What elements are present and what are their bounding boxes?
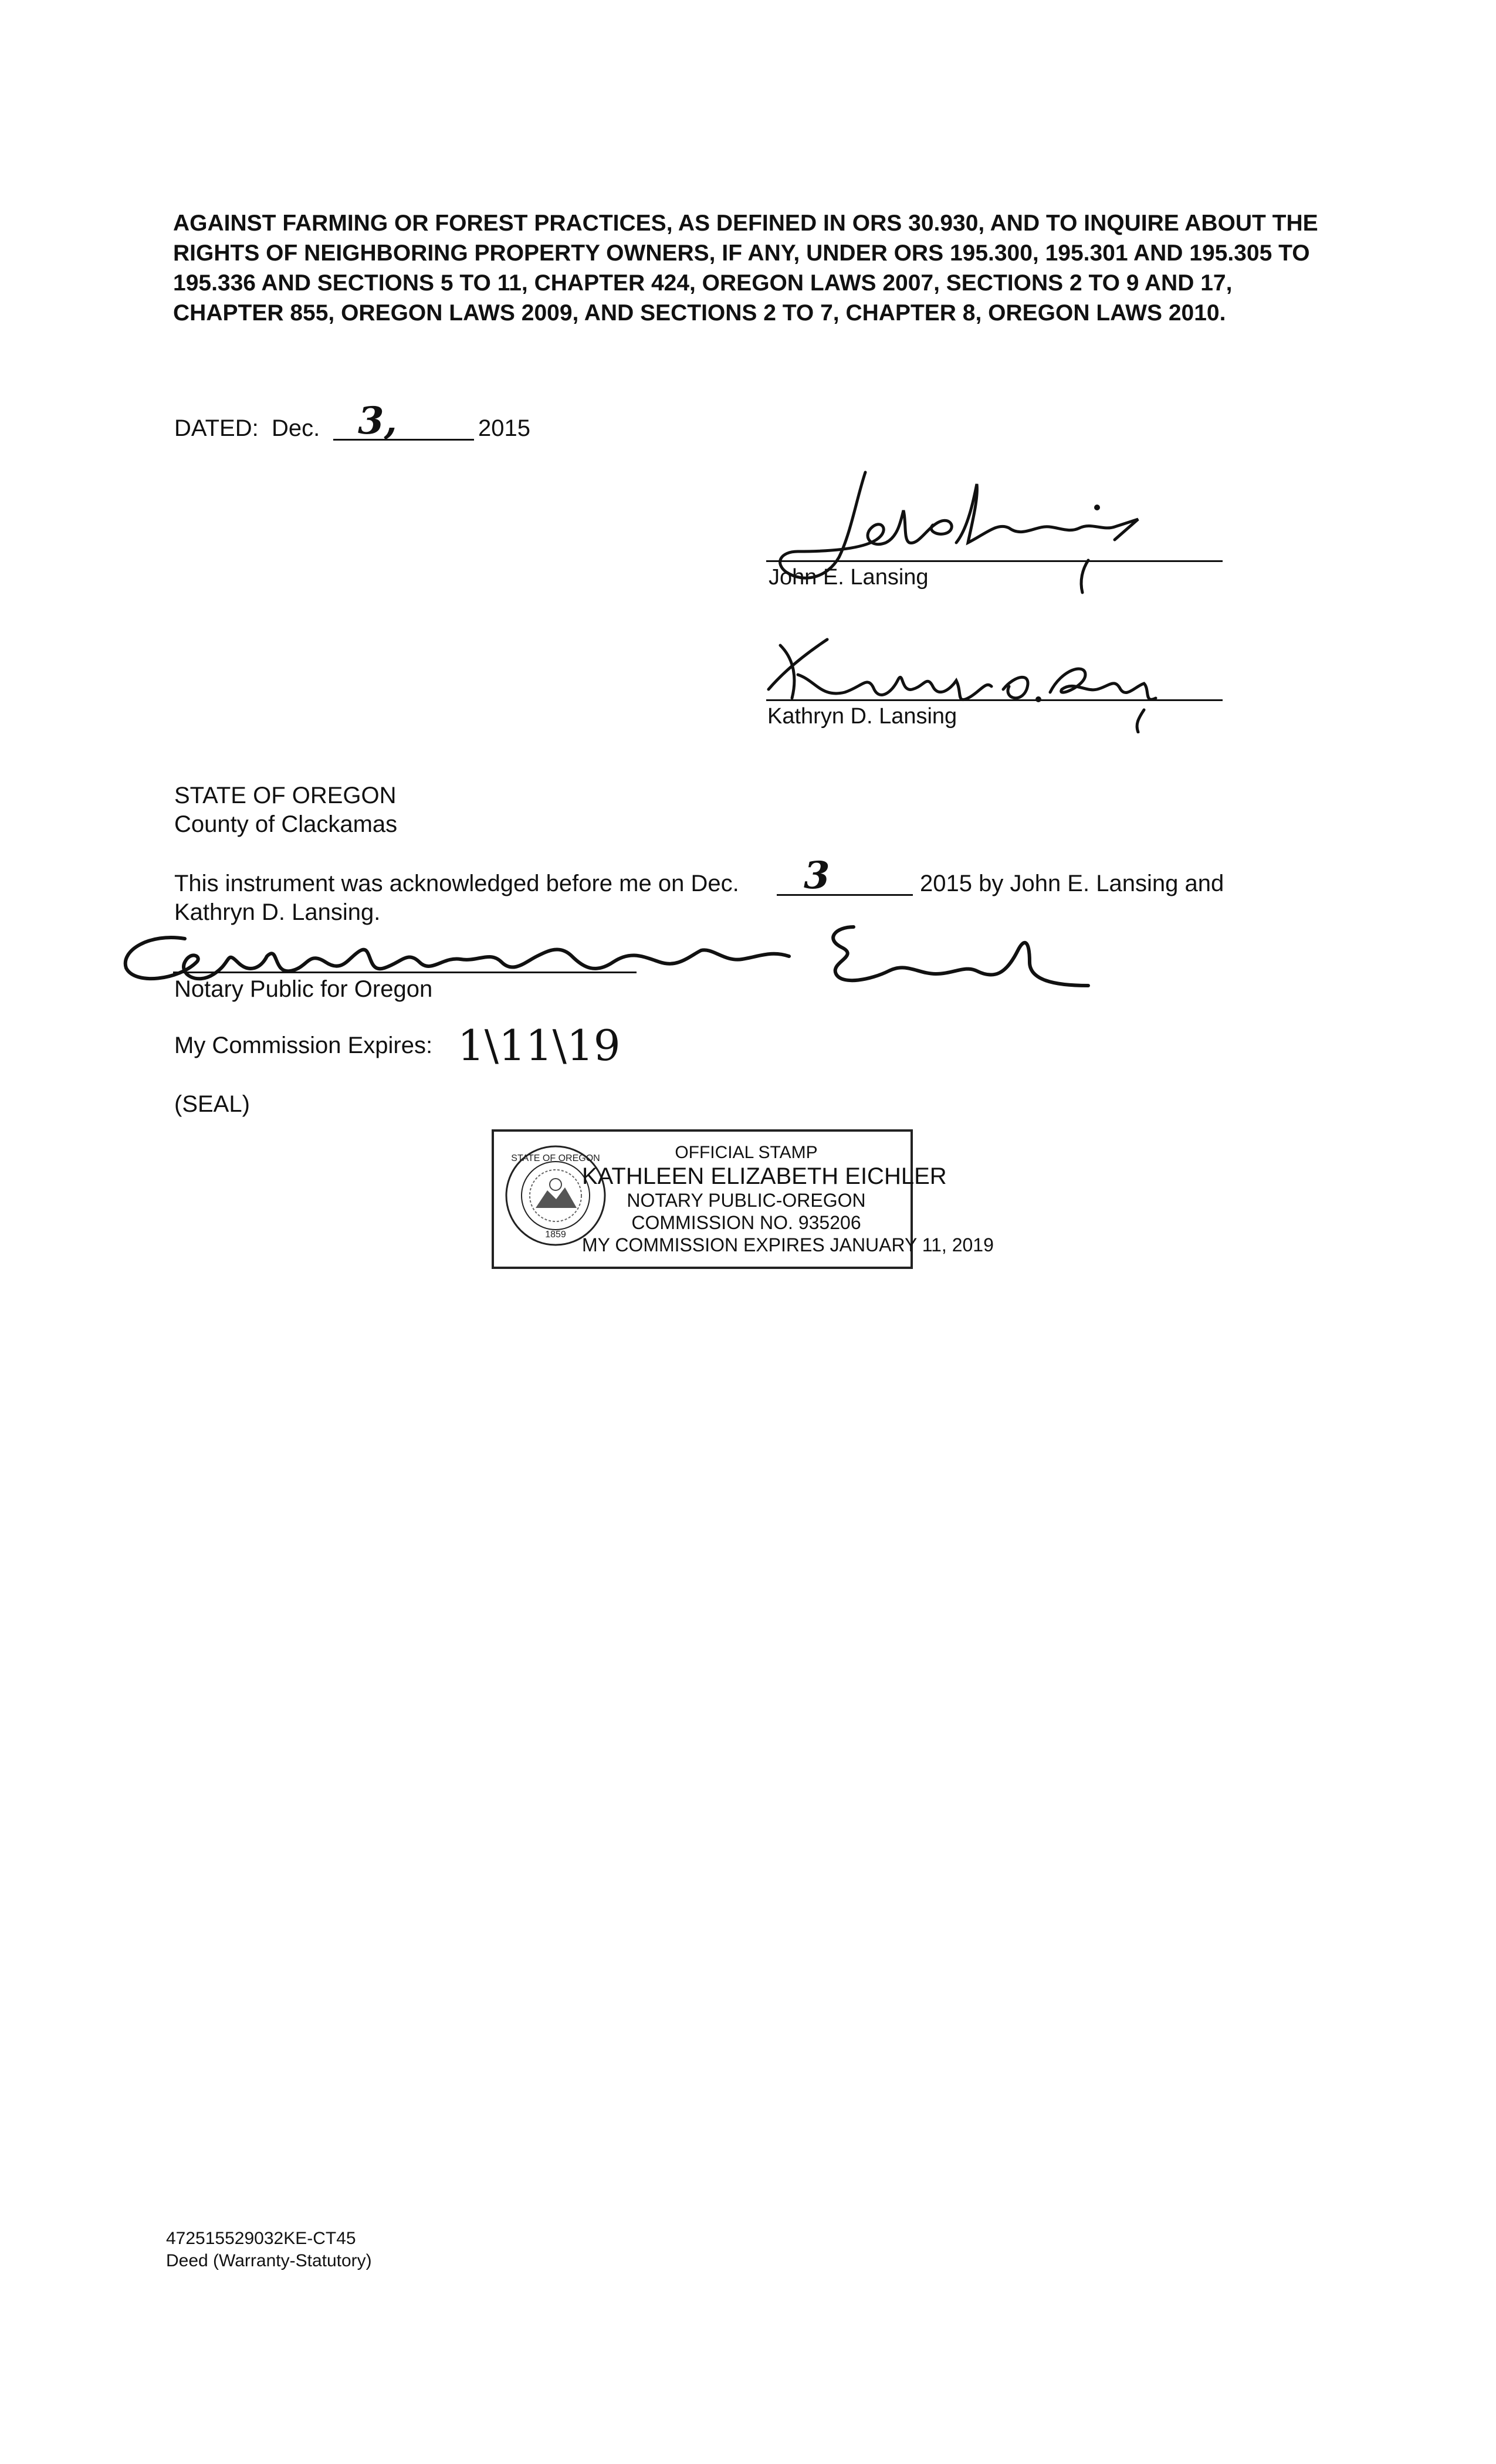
dated-day-line	[333, 439, 474, 441]
stamp-line2: KATHLEEN ELIZABETH EICHLER	[582, 1163, 947, 1189]
stamp-line4: COMMISSION NO. 935206	[631, 1212, 861, 1233]
commission-handwritten: 1\11\19	[458, 1021, 621, 1070]
footer-doc-type: Deed (Warranty-Statutory)	[166, 2251, 372, 2270]
seal-year: 1859	[545, 1230, 566, 1240]
acknowledgment-day-handwritten: 3	[804, 854, 830, 898]
legal-paragraph: AGAINST FARMING OR FOREST PRACTICES, AS DEFINED IN ORS 30.930, AND TO INQUIRE ABOUT THE RIGHTS OF NEIGHBORING PROPERTY OWNERS, IF ANY, UNDER ORS 195.300, 195.301 AND 195.305 TO 195.336 AND SECTIONS 5 TO 11, CHAPTER 424, OREGON LAWS 2007, SECTIONS 2 TO 9 AND 17, CHAPTER 855, OREGON LAWS 2009, AND SECTIONS 2 TO 7, CHAPTER 8, OREGON LAWS 2010.	[173, 211, 1318, 326]
grantor2-name: Kathryn D. Lansing	[767, 704, 957, 729]
seal-label: (SEAL)	[174, 1091, 250, 1117]
official-stamp	[492, 1129, 994, 1269]
acknowledgment-text-after: 2015 by John E. Lansing and	[920, 871, 1224, 896]
stamp-line1: OFFICIAL STAMP	[675, 1143, 818, 1162]
dated-label	[174, 414, 320, 442]
acknowledgment-text-line2: Kathryn D. Lansing.	[174, 899, 381, 925]
dated-day-handwritten: 3,	[358, 399, 397, 443]
notary-signature-line	[173, 972, 637, 973]
acknowledgment-text-before: This instrument was acknowledged before me on Dec.	[174, 871, 739, 896]
stamp-line5: MY COMMISSION EXPIRES JANUARY 11, 2019	[582, 1234, 994, 1255]
dated-label-text: DATED:	[174, 415, 259, 441]
grantor1-signature-line	[766, 560, 1223, 562]
notary-label: Notary Public for Oregon	[174, 976, 433, 1002]
state-heading: STATE OF OREGON	[174, 783, 397, 808]
dated-year: 2015	[478, 415, 530, 441]
commission-label: My Commission Expires:	[174, 1033, 433, 1058]
county-heading: County of Clackamas	[174, 811, 398, 837]
grantor2-signature-line	[766, 699, 1223, 701]
grantor1-signature-handwritten: John E. Lansing	[763, 463, 767, 464]
acknowledgment-day-line	[777, 894, 913, 896]
notary-signature-handwritten: Kathleen Elizabeth Eichler	[114, 915, 121, 916]
footer-code: 472515529032KE-CT45	[166, 2229, 356, 2248]
grantor1-name: John E. Lansing	[769, 565, 929, 590]
stamp-line3: NOTARY PUBLIC-OREGON	[627, 1190, 866, 1211]
seal-text: STATE OF OREGON	[511, 1153, 600, 1163]
dated-month: Dec.	[271, 415, 320, 441]
